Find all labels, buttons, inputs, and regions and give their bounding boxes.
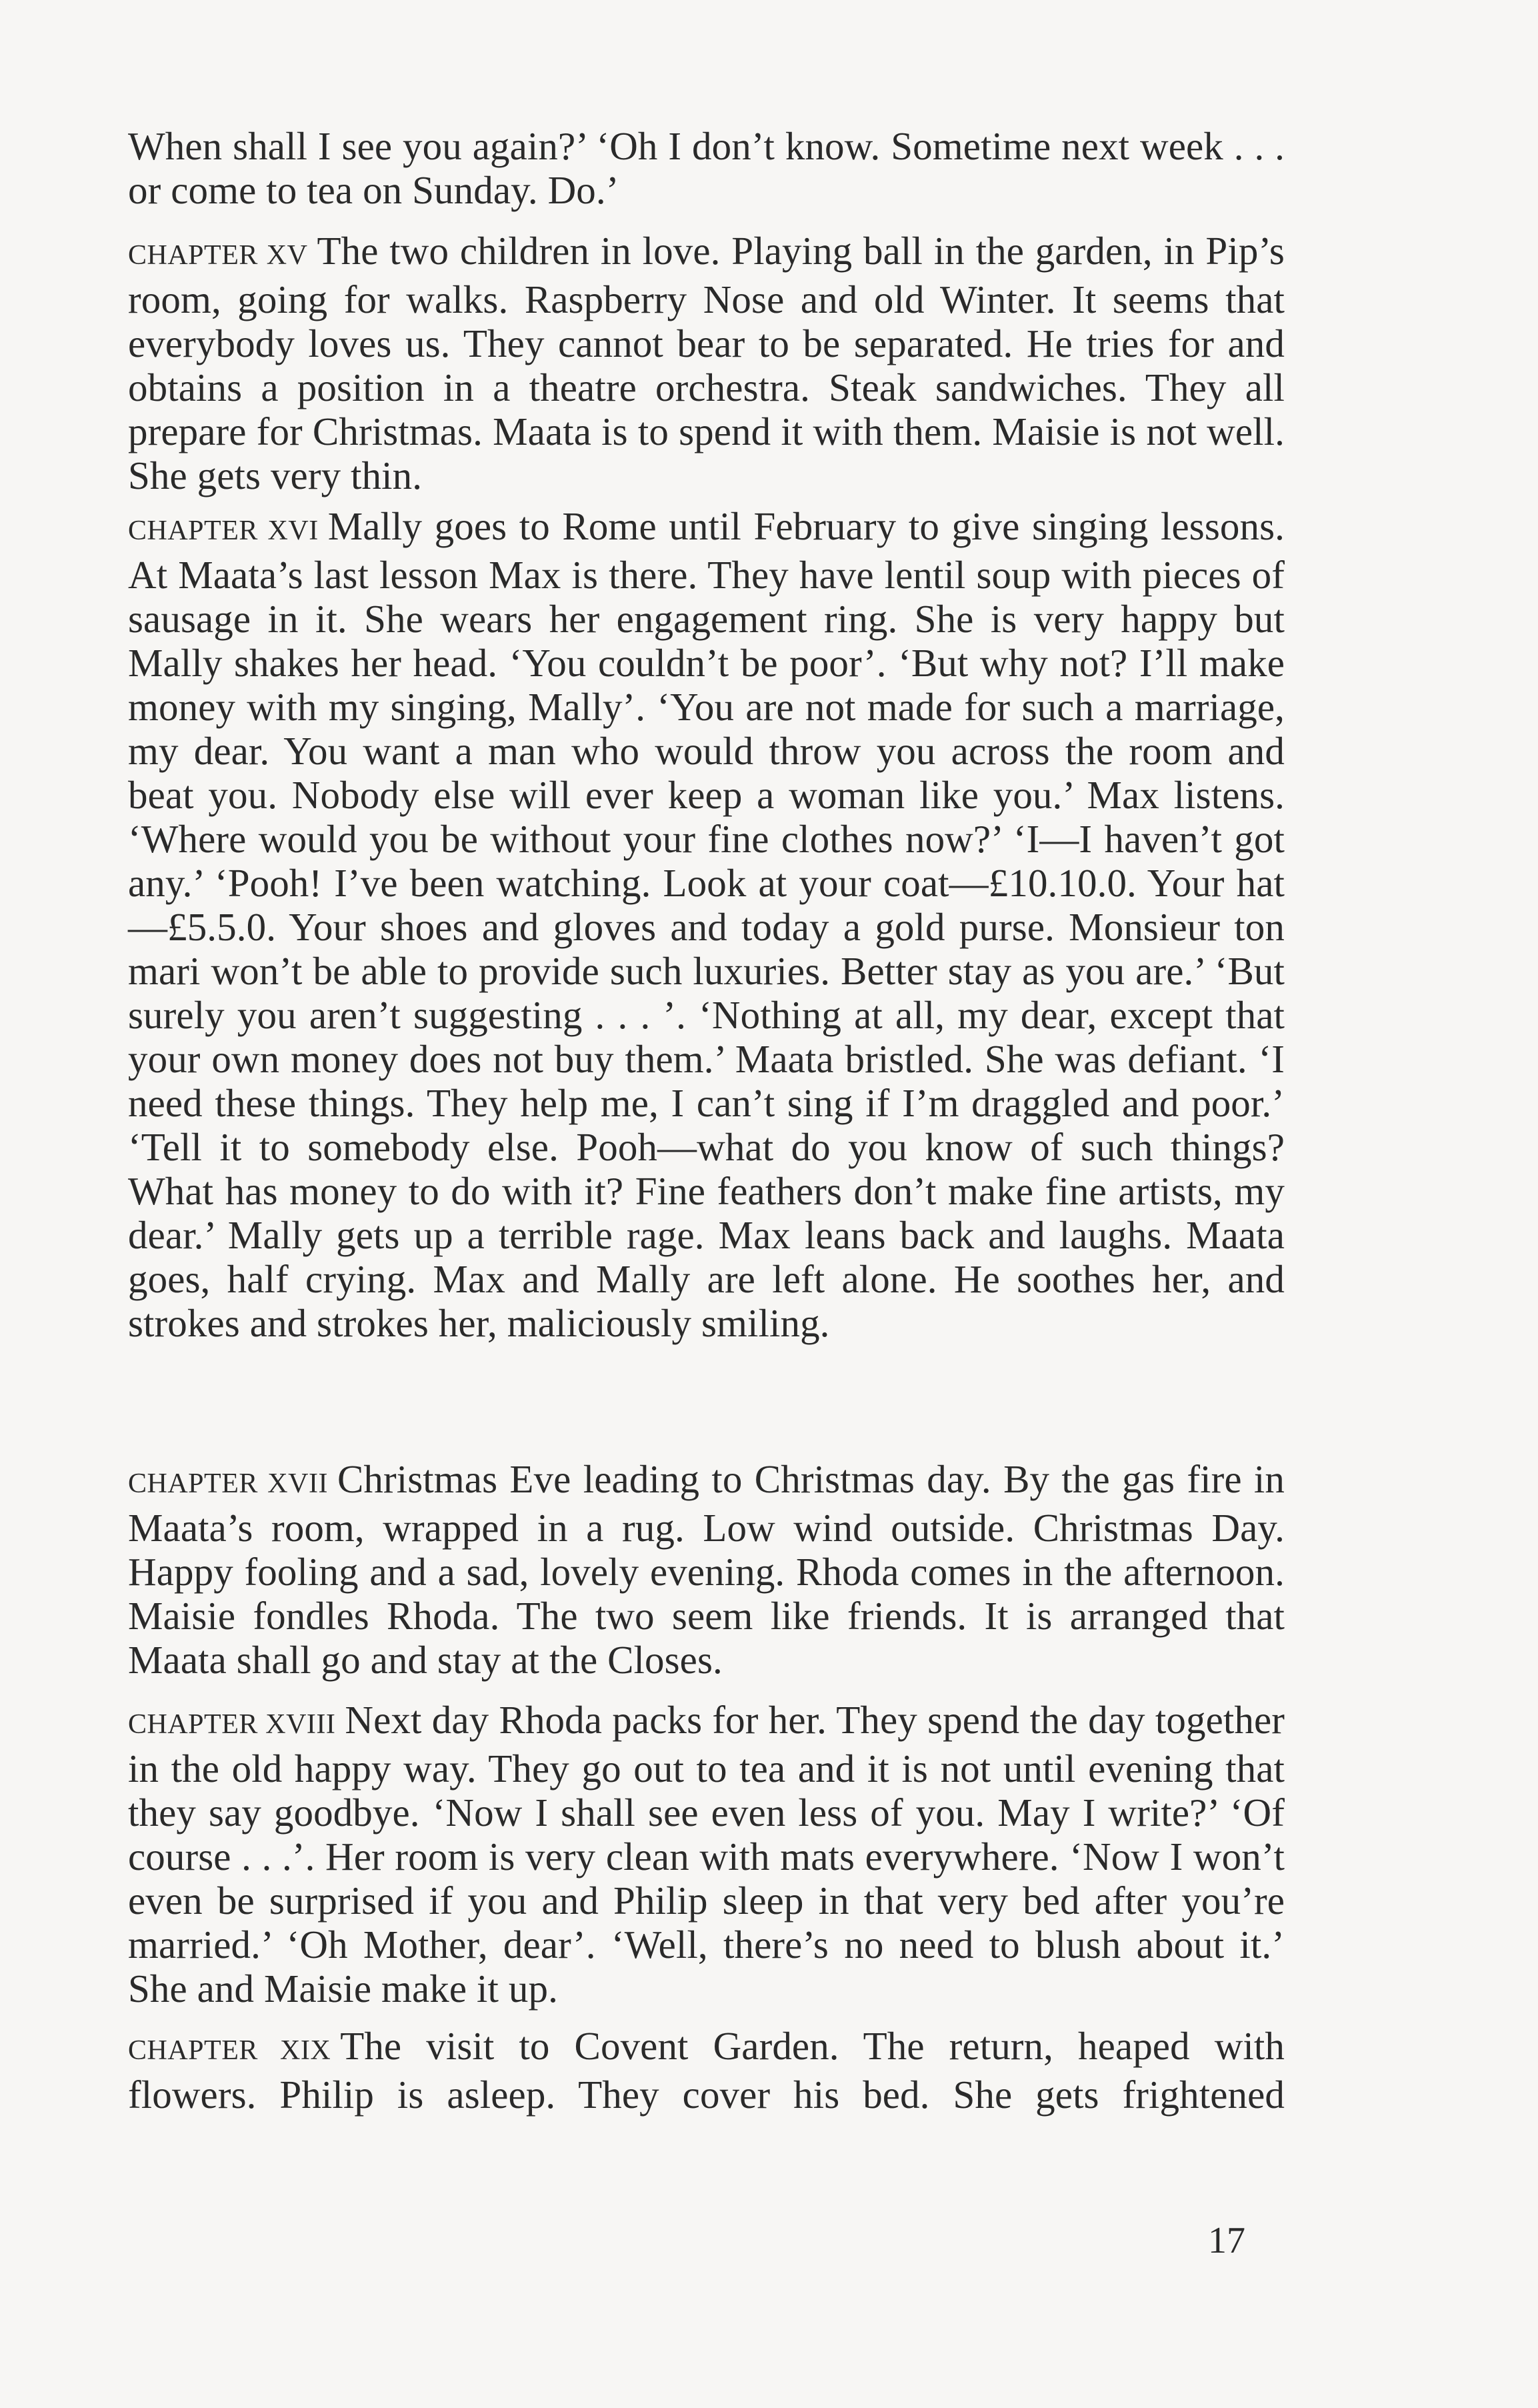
chapter-xix <box>128 2024 1285 2117</box>
chapter-paragraph <box>128 2024 1285 2117</box>
chapter-text: The two children in love. Playing ball in the garden, in Pip’s room, going for walks. Raspberry Nose and old Winter. It seems that everybody loves us. They cannot bear to be separated. He tries for and obtains a position in a theatre orchestra. Steak sandwiches. They all prepare for Christmas. Maata is to spend it with them. Maisie is not well. She gets very thin. <box>128 229 1285 497</box>
chapter-paragraph <box>128 1698 1285 2011</box>
page-number: 17 <box>1208 2220 1245 2261</box>
chapter-heading: CHAPTER XV <box>128 240 308 271</box>
chapter-xv <box>128 229 1285 497</box>
chapter-paragraph <box>128 504 1285 1345</box>
chapter-xviii <box>128 1698 1285 2011</box>
chapter-text: Christmas Eve leading to Christmas day. By the gas fire in Maata’s room, wrapped in a rug. Low wind outside. Christmas Day. Happy fooling and a sad, lovely evening. Rhoda comes in the afternoon. Maisie fondles Rhoda. The two seem like friends. It is arranged that Maata shall go and stay at the Closes. <box>128 1457 1285 1682</box>
chapter-text: Mally goes to Rome until February to give singing lessons. At Maata’s last lesson Max is there. They have lentil soup with pieces of sausage in it. She wears her engagement ring. She is very happy but Mally shakes her head. ‘You couldn’t be poor’. ‘But why not? I’ll make money with my singing, Mally’. ‘You are not made for such a marriage, my dear. You want a man who would throw you across the room and beat you. Nobody else will ever keep a woman like you.’ Max listens. ‘Where would you be without your fine clothes now?’ ‘I—I haven’t got any.’ ‘Pooh! I’ve been watching. Look at your coat—£10.10.0. Your hat—£5.5.0. Your shoes and gloves and today a gold purse. Monsieur ton mari won’t be able to provide such luxuries. Better stay as you are.’ ‘But surely you aren’t suggesting . . . ’. ‘Nothing at all, my dear, except that your own money does not buy them.’ Maata bristled. She was defiant. ‘I need these things. They help me, I can’t sing if I’m draggled and poor.’ ‘Tell it to somebody else. Pooh—what do you know of such things? What has money to do with it? Fine feathers don’t make fine artists, my dear.’ Mally gets up a terrible rage. Max leans back and laughs. Maata goes, half crying. Max and Mally are left alone. He soothes her, and strokes and strokes her, maliciously smiling. <box>128 504 1285 1345</box>
chapter-paragraph <box>128 229 1285 497</box>
chapter-xvi <box>128 504 1285 1345</box>
chapter-heading: CHAPTER XVII <box>128 1468 328 1499</box>
chapter-heading: CHAPTER XVIII <box>128 1709 336 1740</box>
chapter-heading: CHAPTER XVI <box>128 515 319 546</box>
chapter-heading: CHAPTER XIX <box>128 2035 331 2066</box>
chapter-paragraph <box>128 1457 1285 1682</box>
chapter-text: The visit to Covent Garden. The return, heaped with flowers. Philip is asleep. They cover his bed. She gets frightened <box>128 2024 1285 2117</box>
intro-text: When shall I see you again?’ ‘Oh I don’t know. Sometime next week . . . or come to tea on Sunday. Do.’ <box>128 124 1285 212</box>
chapter-text: Next day Rhoda packs for her. They spend the day together in the old happy way. They go out to tea and it is not until evening that they say goodbye. ‘Now I shall see even less of you. May I write?’ ‘Of course . . .’. Her room is very clean with mats everywhere. ‘Now I won’t even be surprised if you and Philip sleep in that very bed after you’re married.’ ‘Oh Mother, dear’. ‘Well, there’s no need to blush about it.’ She and Maisie make it up. <box>128 1698 1285 2011</box>
intro-paragraph <box>128 124 1285 212</box>
chapter-xvii <box>128 1457 1285 1682</box>
